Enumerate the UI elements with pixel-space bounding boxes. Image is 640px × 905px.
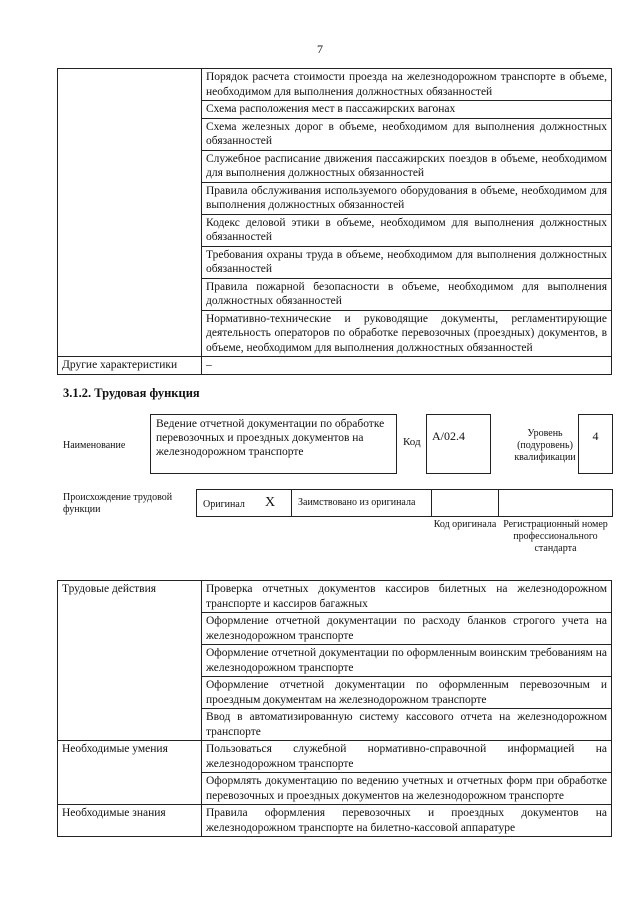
labor-actions-label: Трудовые действия: [58, 581, 202, 741]
knowledge-item: Правила пожарной безопасности в объеме, необходимом для выполнения должностных обязанностей: [202, 278, 612, 310]
original-box: [196, 489, 292, 517]
section-heading: 3.1.2. Трудовая функция: [63, 386, 200, 400]
knowledge-item: Правила обслуживания используемого оборудования в объеме, необходимом для выполнения должностных обязанностей: [202, 182, 612, 214]
registration-number-caption: Регистрационный номер профессионального стандарта: [503, 519, 608, 554]
labor-action-item: Оформление отчетной документации по расходу бланков строгого учета на железнодорожном транспорте: [202, 613, 612, 645]
function-name-box: [150, 414, 397, 474]
required-knowledge-label: Необходимые знания: [58, 805, 202, 837]
labor-action-item: Оформление отчетной документации по оформленным перевозочным и проездным документам на железнодорожном транспорте: [202, 677, 612, 709]
table-row: [58, 581, 612, 613]
code-value: А/02.4: [432, 429, 465, 443]
labor-action-item: Ввод в автоматизированную систему кассового отчета на железнодорожном транспорте: [202, 709, 612, 741]
borrowed-box: [291, 489, 432, 517]
borrowed-label: Заимствовано из оригинала: [298, 497, 416, 508]
table-label-cell: [58, 69, 202, 357]
labor-action-item: Проверка отчетных документов кассиров билетных на железнодорожном транспорте и кассиров багажных: [202, 581, 612, 613]
knowledge-item: Порядок расчета стоимости проезда на железнодорожном транспорте в объеме, необходимом для выполнения должностных обязанностей: [202, 69, 612, 101]
original-label: Оригинал: [203, 499, 245, 510]
original-mark: X: [265, 495, 276, 510]
other-characteristics-label: Другие характеристики: [58, 357, 202, 375]
knowledge-table-continued: [57, 68, 612, 375]
knowledge-item: Требования охраны труда в объеме, необходимом для выполнения должностных обязанностей: [202, 246, 612, 278]
skill-item: Пользоваться служебной нормативно-справочной информацией на железнодорожном транспорте: [202, 741, 612, 773]
function-name-value: Ведение отчетной документации по обработке перевозочных и проездных документов на железнодорожном транспорте: [156, 418, 385, 458]
function-details-table: [57, 580, 612, 837]
origin-label: Происхождение трудовой функции: [63, 492, 173, 515]
knowledge-item: Правила оформления перевозочных и проездных документов на железнодорожном транспорте на билетно-кассовой аппаратуре: [202, 805, 612, 837]
code-label: Код: [403, 436, 421, 448]
knowledge-item: Кодекс деловой этики в объеме, необходимом для выполнения должностных обязанностей: [202, 214, 612, 246]
level-value: 4: [592, 429, 599, 443]
table-row: [58, 805, 612, 837]
required-skills-label: Необходимые умения: [58, 741, 202, 805]
knowledge-item: Схема расположения мест в пассажирских вагонах: [202, 101, 612, 119]
level-label: Уровень (подуровень) квалификации: [514, 428, 576, 463]
level-box: [578, 414, 613, 474]
name-label: Наименование: [63, 440, 126, 451]
other-characteristics-value: –: [202, 357, 612, 375]
skill-item: Оформлять документацию по ведению учетных и отчетных форм при обработке перевозочных и проездных документов на железнодорожном транспорте: [202, 773, 612, 805]
page-number: 7: [317, 42, 323, 56]
knowledge-item: Схема железных дорог в объеме, необходимом для выполнения должностных обязанностей: [202, 118, 612, 150]
registration-number-box: [498, 489, 613, 517]
table-row: [58, 741, 612, 773]
table-row: [58, 357, 612, 375]
original-code-caption: Код оригинала: [433, 519, 497, 530]
knowledge-item: Нормативно-технические и руководящие документы, регламентирующие деятельность операторов по обработке перевозочных (проездных) документов, в объеме, необходимом для выполнения должностных обязанностей: [202, 310, 612, 357]
table-row: [58, 69, 612, 101]
original-code-box: [431, 489, 499, 517]
knowledge-item: Служебное расписание движения пассажирских поездов в объеме, необходимом для выполнения должностных обязанностей: [202, 150, 612, 182]
code-box: [426, 414, 491, 474]
labor-action-item: Оформление отчетной документации по оформленным воинским требованиям на железнодорожном транспорте: [202, 645, 612, 677]
